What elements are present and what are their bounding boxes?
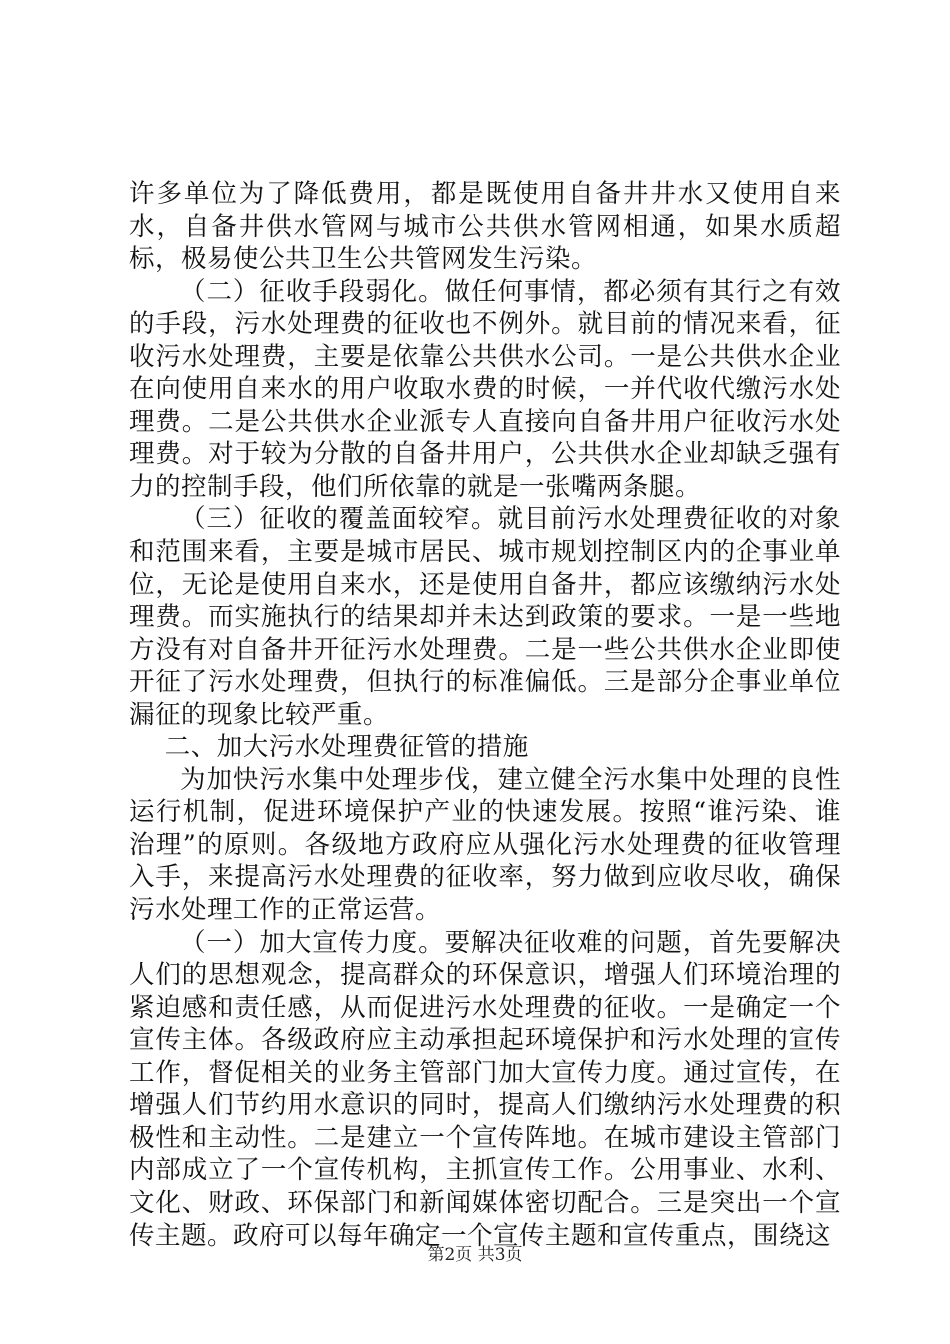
section-heading: 二、加大污水处理费征管的措施 [164, 732, 529, 763]
paragraph: （三）征收的覆盖面较窄。就目前污水处理费征收的对象和范围来看，主要是城市居民、城市规划控制区内的企事业单位，无论是使用自来水，还是使用自备井，都应该缴纳污水处理费。而实施执行的结果却并未达到政策的要求。一是一些地方没有对自备井开征污水处理费。二是一些公共供水企业即使开征了污水处理费，但执行的标准偏低。三是部分企事业单位漏征的现象比较严重。 [129, 504, 841, 730]
page-number: 第2页 共3页 [427, 1245, 523, 1265]
paragraph: 许多单位为了降低费用，都是既使用自备井井水又使用自来水，自备井供水管网与城市公共供水管网相通，如果水质超标，极易使公共卫生公共管网发生污染。 [129, 179, 841, 275]
paragraph: （二）征收手段弱化。做任何事情，都必须有其行之有效的手段，污水处理费的征收也不例外。就目前的情况来看，征收污水处理费，主要是依靠公共供水公司。一是公共供水企业在向使用自来水的用户收取水费的时候，一并代收代缴污水处理费。二是公共供水企业派专人直接向自备井用户征收污水处理费。对于较为分散的自备井用户，公共供水企业却缺乏强有力的控制手段，他们所依靠的就是一张嘴两条腿。 [129, 276, 841, 502]
document-body [129, 178, 841, 1252]
paragraph: 为加快污水集中处理步伐，建立健全污水集中处理的良性运行机制，促进环境保护产业的快速发展。按照“谁污染、谁治理”的原则。各级地方政府应从强化污水处理费的征收管理入手，来提高污水处理费的征收率，努力做到应收尽收，确保污水处理工作的正常运营。 [129, 764, 841, 926]
page-footer [0, 1244, 950, 1266]
paragraph: （一）加大宣传力度。要解决征收难的问题，首先要解决人们的思想观念，提高群众的环保意识，增强人们环境治理的紧迫感和责任感，从而促进污水处理费的征收。一是确定一个宣传主体。各级政府应主动承担起环境保护和污水处理的宣传工作，督促相关的业务主管部门加大宣传力度。通过宣传，在增强人们节约用水意识的同时，提高人们缴纳污水处理费的积极性和主动性。二是建立一个宣传阵地。在城市建设主管部门内部成立了一个宣传机构，主抓宣传工作。公用事业、水利、文化、财政、环保部门和新闻媒体密切配合。三是突出一个宣传主题。政府可以每年确定一个宣传主题和宣传重点，围绕这 [129, 927, 841, 1251]
